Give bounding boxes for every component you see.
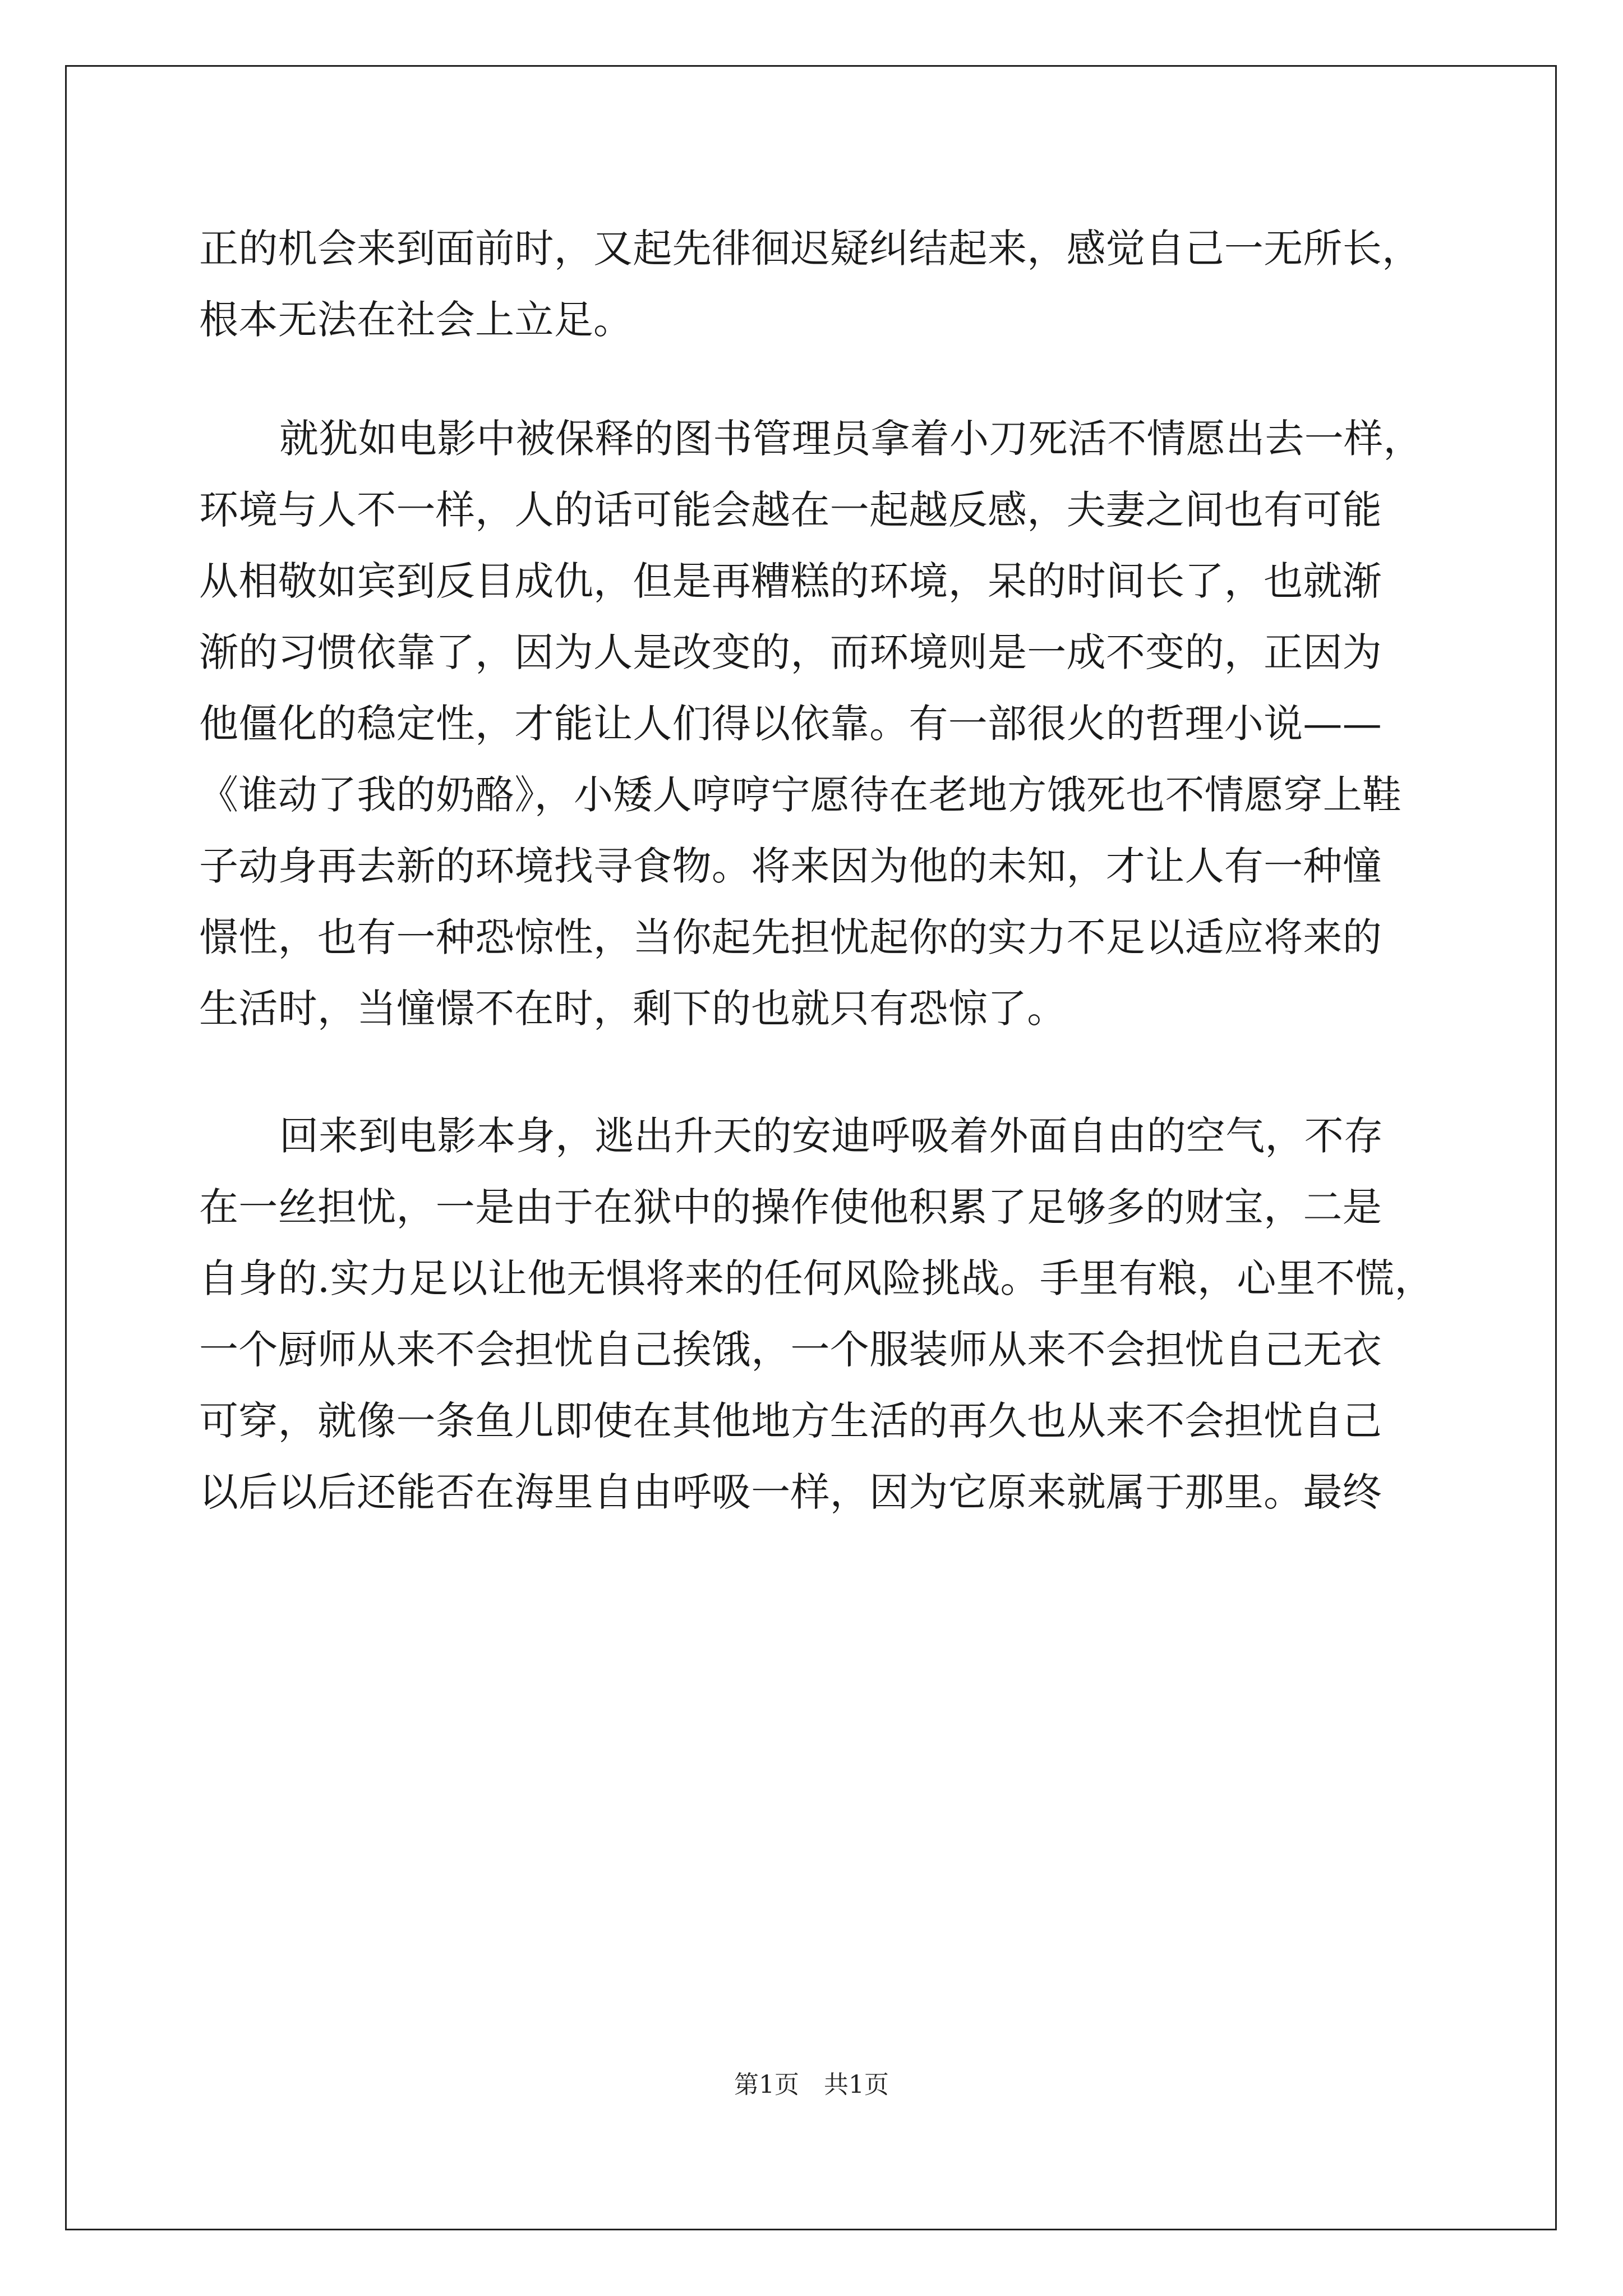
text-line: 以后以后还能否在海里自由呼吸一样，因为它原来就属于那里。最终 [199,1469,1382,1515]
text-line: 《谁动了我的奶酪》，小矮人哼哼宁愿待在老地方饿死也不情愿穿上鞋 [199,772,1402,818]
paragraph-first-line: 就犹如电影中被保释的图书管理员拿着小刀死活不情愿出去一样， [279,416,1423,462]
paragraph-first-line: 回来到电影本身，逃出升天的安迪呼吸着外面自由的空气，不存 [279,1113,1384,1159]
text-line: 可穿，就像一条鱼儿即使在其他地方生活的再久也从来不会担忧自己 [199,1398,1382,1444]
text-line: 渐的习惯依靠了，因为人是改变的，而环境则是一成不变的，正因为 [199,629,1382,675]
page-number-footer: 第1页 共1页 [734,2070,889,2099]
text-line: 生活时，当憧憬不在时，剩下的也就只有恐惊了。 [199,986,1067,1032]
text-line: 子动身再去新的环境找寻食物。将来因为他的未知，才让人有一种憧 [199,843,1382,889]
text-line: 根本无法在社会上立足。 [199,297,633,343]
text-line: 正的机会来到面前时，又起先徘徊迟疑纠结起来，感觉自己一无所长， [199,226,1422,272]
text-line: 环境与人不一样，人的话可能会越在一起越反感，夫妻之间也有可能 [199,487,1382,533]
text-line: 一个厨师从来不会担忧自己挨饿，一个服装师从来不会担忧自己无衣 [199,1327,1382,1373]
text-line: 从相敬如宾到反目成仇，但是再糟糕的环境，呆的时间长了，也就渐 [199,558,1382,604]
text-line: 他僵化的稳定性，才能让人们得以依靠。有一部很火的哲理小说—— [199,701,1382,747]
text-line: 在一丝担忧，一是由于在狱中的操作使他积累了足够多的财宝，二是 [199,1184,1382,1230]
text-line: 憬性，也有一种恐惊性，当你起先担忧起你的实力不足以适应将来的 [199,914,1382,960]
text-line: 自身的.实力足以让他无惧将来的任何风险挑战。手里有粮，心里不慌， [199,1255,1434,1301]
